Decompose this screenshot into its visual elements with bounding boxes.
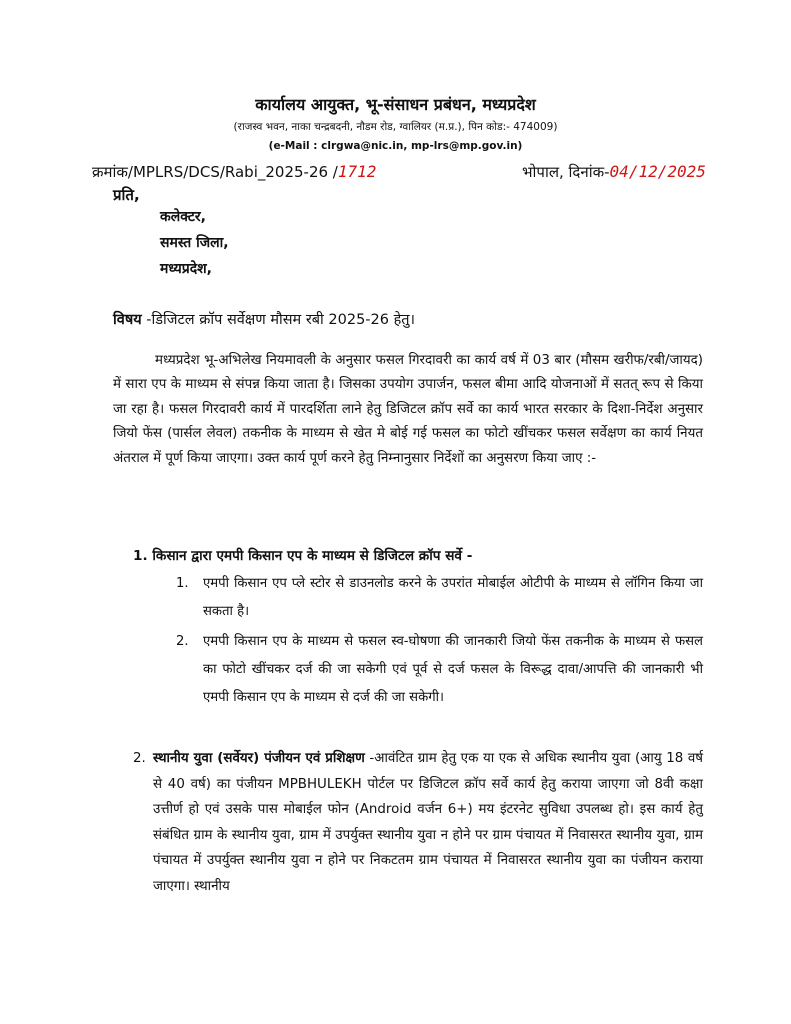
item-1-subitem-2 bbox=[178, 628, 703, 712]
reference-number bbox=[92, 162, 376, 182]
office-title: कार्यालय आयुक्त, भू-संसाधन प्रबंधन, मध्यप्रदेश bbox=[255, 95, 536, 114]
item-1-number: 1. bbox=[133, 548, 148, 564]
date-label: भोपाल, दिनांक- bbox=[522, 163, 610, 181]
item-1-title: किसान द्वारा एमपी किसान एप के माध्यम से डिजिटल क्रॉप सर्वे - bbox=[152, 548, 473, 564]
subject-line bbox=[113, 309, 415, 329]
reference-prefix: क्रमांक/MPLRS/DCS/Rabi_2025-26 / bbox=[92, 163, 338, 181]
letter-date bbox=[522, 162, 706, 182]
body-paragraph-text: मध्यप्रदेश भू-अभिलेख नियमावली के अनुसार फसल गिरदावरी का कार्य वर्ष में 03 बार (मौसम खरीफ/रबी/जायद) में सारा एप के माध्यम से संपन्न किया जाता है। जिसका उपयोग उपार्जन, फसल बीमा आदि योजनाओं में सतत् रूप से किया जा रहा है। फसल गिरदावरी कार्य में पारदर्शिता लाने हेतु डिजिटल क्रॉप सर्वे का कार्य भारत सरकार के दिशा-निर्देश अनुसार जियो फेंस (पार्सल लेवल) तकनीक के माध्यम से खेत मे बोई गई फसल का फोटो खींचकर फसल सर्वेक्षण का कार्य नियत अंतराल में पूर्ण किया जाएगा। उक्त कार्य पूर्ण करने हेतु निम्नानुसार निर्देशों का अनुसरण किया जाए :- bbox=[113, 353, 703, 466]
date-handwritten: 04/12/2025 bbox=[609, 162, 706, 181]
subitem-text: एमपी किसान एप के माध्यम से फसल स्व-घोषणा की जानकारी जियो फेंस तकनीक के माध्यम से फसल का फोटो खींचकर दर्ज की जा सकेगी एवं पूर्व से दर्ज फसल के विरूद्ध दावा/आपत्ति की जानकारी भी एमपी किसान एप के माध्यम से दर्ज की जा सकेगी। bbox=[203, 634, 703, 705]
recipient-line-2: समस्त जिला, bbox=[160, 235, 229, 251]
office-email bbox=[0, 140, 791, 152]
email-value: clrgwa@nic.in, mp-lrs@mp.gov.in) bbox=[321, 140, 523, 152]
body-paragraph bbox=[113, 349, 703, 471]
recipient-prati: प्रति, bbox=[113, 186, 140, 204]
subject-label: विषय bbox=[113, 312, 142, 328]
subitem-text: एमपी किसान एप प्ले स्टोर से डाउनलोड करने के उपरांत मोबाईल ओटीपी के माध्यम से लॉगिन किया जा सकता है। bbox=[203, 576, 703, 619]
item-1-subitem-1 bbox=[178, 570, 703, 626]
reference-handwritten-number: 1712 bbox=[337, 162, 377, 181]
subject-text: -डिजिटल क्रॉप सर्वेक्षण मौसम रबी 2025-26 हेतु। bbox=[146, 312, 416, 328]
subitem-number: 1. bbox=[176, 576, 189, 591]
subitem-number: 2. bbox=[176, 634, 189, 649]
item-2 bbox=[133, 746, 703, 899]
recipient-line-1: कलेक्टर, bbox=[160, 209, 206, 225]
item-2-title: स्थानीय युवा (सर्वेयर) पंजीयन एवं प्रशिक्षण bbox=[153, 751, 365, 766]
email-label: (e-Mail : bbox=[268, 140, 318, 152]
item-2-number: 2. bbox=[133, 751, 146, 766]
recipient-line-3: मध्यप्रदेश, bbox=[160, 261, 212, 277]
item-1-heading bbox=[133, 545, 472, 564]
office-address: (राजस्व भवन, नाका चन्द्रबदनी, नौडम रोड, ग्वालियर (म.प्र.), पिन कोड:- 474009) bbox=[233, 121, 558, 133]
item-2-text: -आवंटित ग्राम हेतु एक या एक से अधिक स्थानीय युवा (आयु 18 वर्ष से 40 वर्ष) का पंजीयन MPBHULEKH पोर्टल पर डिजिटल क्रॉप सर्वे कार्य हेतु कराया जाएगा जो 8वी कक्षा उत्तीर्ण हो एवं उसके पास मोबाईल फोन (Android वर्जन 6+) मय इंटरनेट सुविधा उपलब्ध हो। इस कार्य हेतु संबंधित ग्राम के स्थानीय युवा, ग्राम में उपर्युक्त स्थानीय युवा न होने पर ग्राम पंचायत में निवासरत स्थानीय युवा, ग्राम पंचायत में उपर्युक्त स्थानीय युवा न होने पर निकटतम ग्राम पंचायत में निवासरत स्थानीय युवा का पंजीयन कराया जाएगा। स्थानीय bbox=[153, 751, 703, 894]
